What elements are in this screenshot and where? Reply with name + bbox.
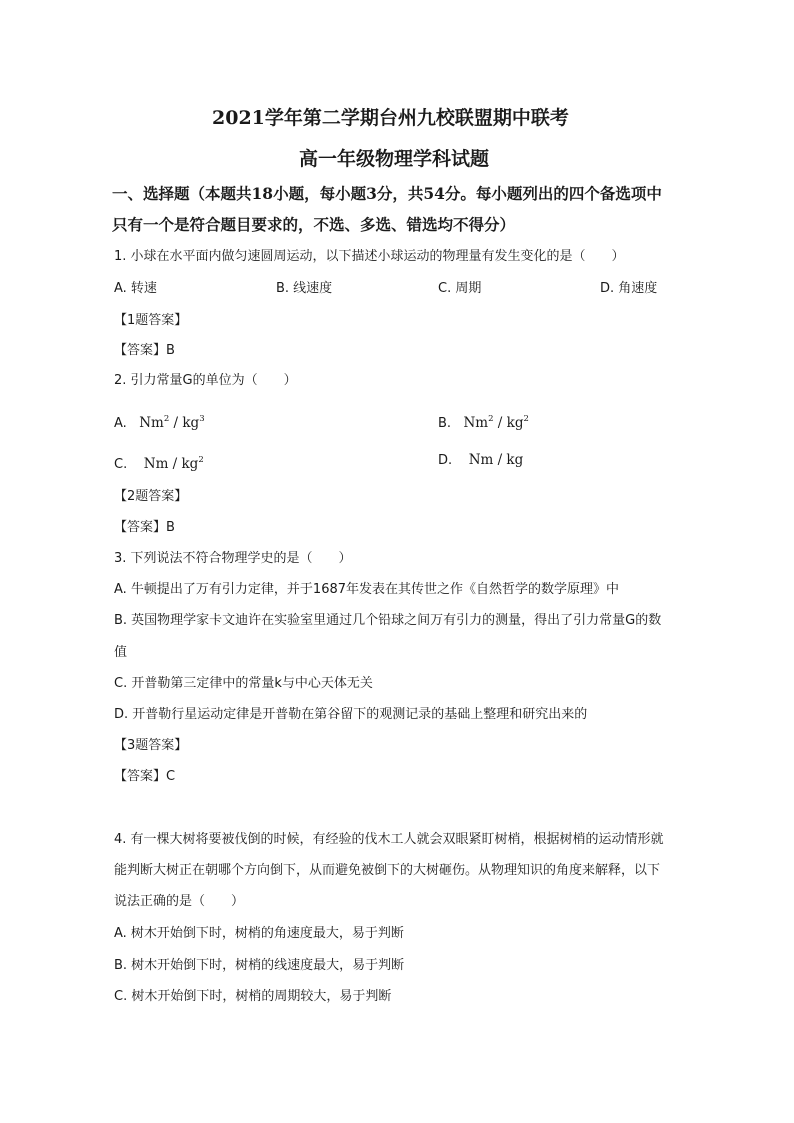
section-heading-line-1: 一、选择题（本题共18小题，每小题3分，共54分。每小题列出的四个备选项中	[112, 184, 662, 203]
q2-option-b	[438, 410, 529, 433]
q1-option-b: B. 线速度	[276, 281, 333, 296]
q2-option-d	[438, 451, 523, 470]
q2-option-b-mid: / kg	[493, 415, 524, 431]
q2-option-b-exp1: 2	[488, 414, 494, 424]
q2-option-a-exp1: 2	[163, 414, 170, 424]
q2-option-a-exp2: 3	[199, 414, 205, 424]
q2-option-a-base: Nm	[139, 415, 164, 431]
q1-answer: 【答案】B	[114, 343, 175, 358]
q2-option-b-exp2: 2	[523, 414, 529, 424]
q4-option-c: C. 树木开始倒下时，树梢的周期较大，易于判断	[114, 989, 392, 1004]
exam-subtitle: 高一年级物理学科试题	[299, 148, 490, 170]
q3-option-a: A. 牛顿提出了万有引力定律，并于1687年发表在其传世之作《自然哲学的数学原理》中	[114, 582, 620, 597]
q3-option-d: D. 开普勒行星运动定律是开普勒在第谷留下的观测记录的基础上整理和研究出来的	[114, 707, 588, 722]
q4-option-a: A. 树木开始倒下时，树梢的角速度最大，易于判断	[114, 926, 404, 941]
q1-option-d: D. 角速度	[600, 281, 658, 296]
q3-answer-tag: 【3题答案】	[114, 738, 188, 753]
q4-stem-line-3: 说法正确的是（ ）	[114, 894, 245, 909]
q2-option-d-unit: Nm / kg	[468, 452, 524, 468]
q2-option-a-mid: / kg	[169, 415, 200, 431]
q4-stem-line-2: 能判断大树正在朝哪个方向倒下，从而避免被倒下的大树砸伤。从物理知识的角度来解释，以下	[114, 863, 661, 878]
q3-option-b-line-1: B. 英国物理学家卡文迪许在实验室里通过几个铅球之间万有引力的测量，得出了引力常量G的数	[114, 613, 662, 628]
q3-option-b-line-2: 值	[114, 645, 128, 660]
q2-stem: 2. 引力常量G的单位为（ ）	[114, 373, 297, 388]
q2-option-b-label: B.	[438, 416, 452, 431]
exam-title: 2021学年第二学期台州九校联盟期中联考	[212, 107, 569, 129]
q2-option-c	[114, 451, 204, 474]
q2-option-a	[114, 410, 205, 433]
q2-option-a-label: A.	[114, 416, 127, 431]
q4-option-b: B. 树木开始倒下时，树梢的线速度最大，易于判断	[114, 958, 405, 973]
q2-option-c-label: C.	[114, 457, 128, 472]
q3-option-c: C. 开普勒第三定律中的常量k与中心天体无关	[114, 676, 373, 691]
q4-stem-line-1: 4. 有一棵大树将要被伐倒的时候，有经验的伐木工人就会双眼紧盯树梢，根据树梢的运动情形就	[114, 832, 664, 847]
q2-option-d-label: D.	[438, 453, 453, 468]
q2-option-c-unit	[144, 456, 204, 472]
q2-option-c-base: Nm / kg	[143, 456, 199, 472]
q1-option-c: C. 周期	[438, 281, 482, 296]
q1-stem: 1. 小球在水平面内做匀速圆周运动，以下描述小球运动的物理量有发生变化的是（ ）	[114, 249, 625, 264]
section-heading-line-2: 只有一个是符合题目要求的，不选、多选、错选均不得分）	[112, 215, 516, 234]
q2-answer: 【答案】B	[114, 520, 175, 535]
q2-answer-tag: 【2题答案】	[114, 489, 188, 504]
q3-answer: 【答案】C	[114, 769, 176, 784]
q2-option-c-exp: 2	[198, 455, 204, 465]
q2-option-a-unit	[139, 415, 204, 431]
q2-option-b-unit	[463, 415, 528, 431]
q1-option-a: A. 转速	[114, 281, 157, 296]
q3-stem: 3. 下列说法不符合物理学史的是（ ）	[114, 551, 352, 566]
q1-answer-tag: 【1题答案】	[114, 313, 188, 328]
q2-option-b-base: Nm	[463, 415, 489, 431]
